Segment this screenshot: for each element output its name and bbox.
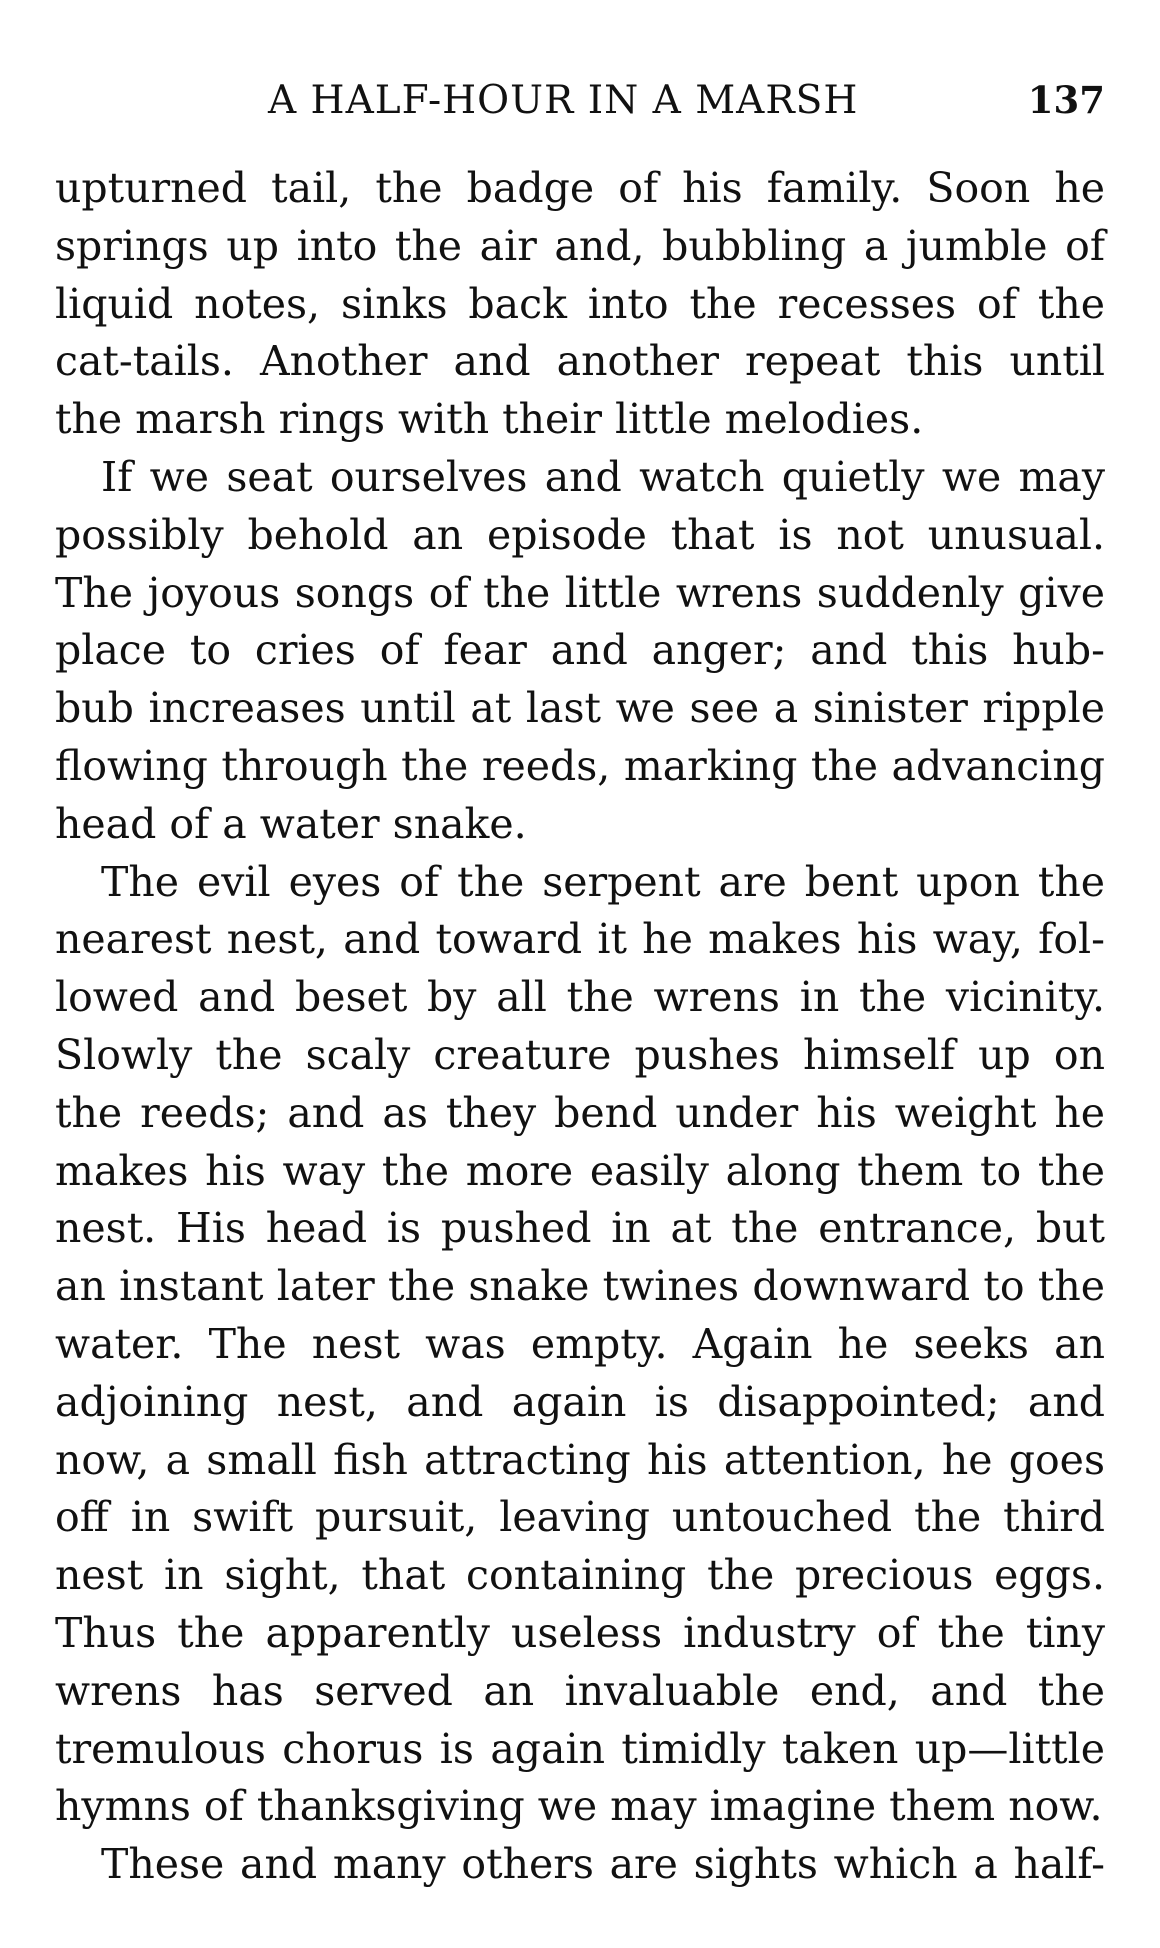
text-line: possibly behold an episode that is not unusual. (55, 510, 1105, 559)
text-line: bub increases until at last we see a sinister ripple (55, 684, 1105, 733)
text-line: place to cries of fear and anger; and this hub- (55, 626, 1105, 675)
text-line: now, a small fish attracting his attention, he goes (55, 1435, 1105, 1484)
text-line: water. The nest was empty. Again he seeks an (55, 1319, 1105, 1368)
running-head (55, 78, 1105, 128)
text-line: Thus the apparently useless industry of the tiny (55, 1608, 1105, 1657)
text-line: hymns of thanksgiving we may imagine them now. (55, 1782, 1103, 1831)
text-line: These and many others are sights which a half- (101, 1840, 1105, 1889)
text-line: liquid notes, sinks back into the recesses of the (55, 279, 1105, 328)
text-line: off in swift pursuit, leaving untouched the third (55, 1493, 1105, 1542)
text-line: tremulous chorus is again timidly taken up—little (55, 1724, 1105, 1773)
text-line: springs up into the air and, bubbling a jumble of (55, 221, 1105, 270)
text-line: wrens has served an invaluable end, and the (55, 1666, 1105, 1715)
text-line: The joyous songs of the little wrens suddenly give (55, 568, 1105, 617)
text-line: head of a water snake. (55, 799, 527, 848)
text-line: cat-tails. Another and another repeat this until (55, 337, 1105, 386)
book-page (55, 0, 1105, 1948)
running-title: A HALF-HOUR IN A MARSH (268, 78, 859, 123)
text-line: The evil eyes of the serpent are bent upon the (101, 857, 1105, 906)
paragraph (55, 160, 1105, 449)
text-line: nest in sight, that containing the precious eggs. (55, 1551, 1105, 1600)
text-line: the marsh rings with their little melodies. (55, 395, 924, 444)
text-line: upturned tail, the badge of his family. Soon he (55, 164, 1105, 212)
text-line: makes his way the more easily along them to the (55, 1146, 1105, 1195)
paragraph (55, 1836, 1105, 1894)
paragraph (55, 449, 1105, 854)
text-line: nest. His head is pushed in at the entrance, but (55, 1204, 1105, 1253)
text-line: If we seat ourselves and watch quietly we may (101, 452, 1105, 501)
text-line: Slowly the scaly creature pushes himself up on (55, 1030, 1105, 1079)
text-line: adjoining nest, and again is disappointed; and (55, 1377, 1105, 1426)
body-text (55, 160, 1105, 1894)
text-line: flowing through the reeds, marking the advancing (55, 741, 1105, 790)
page-number: 137 (1027, 78, 1105, 122)
text-line: the reeds; and as they bend under his weight he (55, 1088, 1105, 1137)
text-line: nearest nest, and toward it he makes his way, fol- (55, 915, 1105, 964)
text-line: an instant later the snake twines downward to the (55, 1262, 1105, 1311)
text-line: lowed and beset by all the wrens in the vicinity. (55, 973, 1105, 1022)
paragraph (55, 854, 1105, 1837)
